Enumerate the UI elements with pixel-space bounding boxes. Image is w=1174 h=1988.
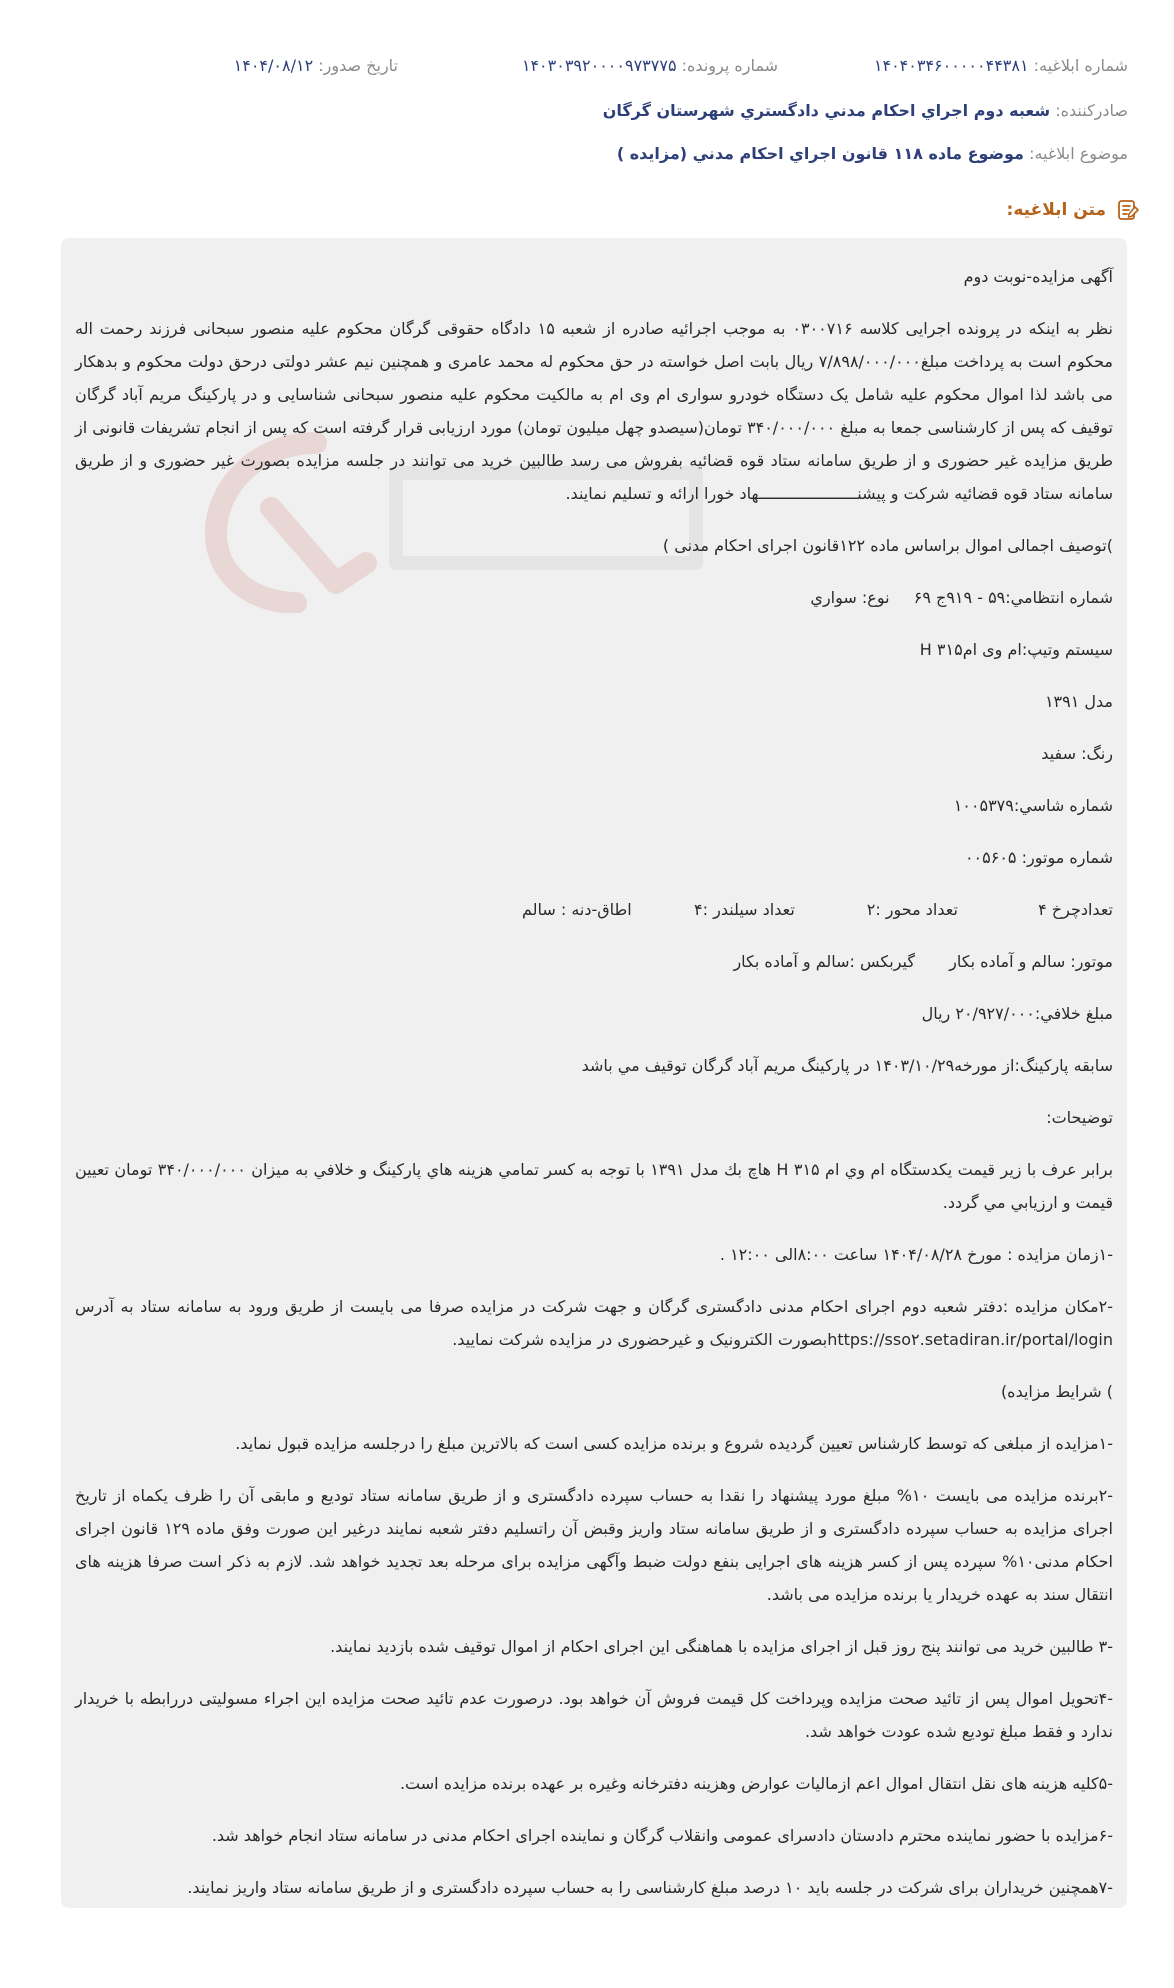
notice-content [75, 260, 1113, 1908]
document-pencil-icon [1116, 198, 1140, 222]
engine-status: موتور: سالم و آماده بكار [949, 952, 1113, 971]
issuer-label: صادركننده: [1055, 101, 1128, 120]
case-number-label: شماره پرونده: [681, 56, 778, 75]
plate-row [75, 581, 1113, 614]
issuer-row [46, 101, 1128, 120]
wheel-count: تعدادچرخ ۴ [1038, 900, 1113, 919]
cabin-status: اطاق-دنه : سالم [521, 900, 632, 919]
subject-value: موضوع ماده ۱۱۸ قانون اجراي احكام مدني (مزايده ) [616, 144, 1024, 163]
engine-number: شماره موتور: ۰۰۵۶۰۵ [964, 848, 1113, 867]
system-type: سيستم وتيپ:ام وی امH ۳۱۵ [919, 640, 1113, 659]
notice-body [61, 238, 1127, 1908]
issue-date-value: ۱۴۰۴/۰۸/۱۲ [233, 56, 314, 75]
specs-row [75, 893, 1113, 926]
issuer-value: شعبه دوم اجراي احكام مدني دادگستري شهرستان گرگان [602, 101, 1051, 120]
case-number [522, 56, 778, 75]
notes-text: برابر عرف با زير قيمت يكدستگاه ام وي ام ۳۱۵ H هاچ بك مدل ۱۳۹۱ با توجه به كسر تمامي هزينه هاي پاركينگ و خلافي به ميزان ۳۴۰/۰۰۰/۰۰۰ تومان تعيين قيمت و ارزيابي مي گردد. [75, 1160, 1114, 1212]
notice-text-heading [1007, 198, 1140, 222]
chassis-number: شماره شاسي:۱۰۰۵۳۷۹ [953, 796, 1113, 815]
condition-2: -۲برنده مزایده می بایست ۱۰% مبلغ مورد پیشنهاد را نقدا به حساب سپرده دادگستری و از طریق سامانه ستاد تودیع و مابقی آن را ظرف یکماه از تاریخ اجرای مزایده به حساب سپرده دادگستری و از طریق سامانه ستاد واریز وقبض آن راتسلیم دفتر شعبه نمایند درغیر این صورت وفق ماده ۱۲۹ قانون اجرای احکام مدنی۱۰% سپرده پس از کسر هزینه های اجرایی بنفع دولت ضبط وآگهی مزایده برای مرحله بعد تجدید خواهد شد. لازم به ذکر است صرفا هزینه های انتقال سند به عهده خریدار یا برنده مزایده می باشد. [75, 1486, 1114, 1604]
case-number-value: ۱۴۰۳۰۳۹۲۰۰۰۰۹۷۳۷۷۵ [521, 56, 677, 75]
auction-heading: آگهی مزایده-نوبت دوم [963, 267, 1113, 286]
condition-7: -۷همچنین خریداران برای شرکت در جلسه باید ۱۰ درصد مبلغ کارشناسی را به حساب سپرده دادگستری و از طریق سامانه ستاد واریز نمایند. [187, 1878, 1113, 1897]
fine-amount: مبلغ خلافي:۲۰/۹۲۷/۰۰۰ ريال [921, 1004, 1113, 1023]
description-title: )توصيف اجمالی اموال براساس ماده ۱۲۲قانون اجرای احکام مدنی ) [662, 536, 1113, 555]
condition-5: -۵کلیه هزینه های نقل انتقال اموال اعم ازمالیات عوارض وهزینه دفترخانه وغیره بر عهده برنده مزایده است. [399, 1774, 1113, 1793]
issue-date-label: تاريخ صدور: [318, 56, 398, 75]
engine-row [75, 945, 1113, 978]
notice-number-label: شماره ابلاغيه: [1033, 56, 1128, 75]
condition-3: -۳ طالبین خرید می توانند پنج روز قبل از اجرای مزایده با هماهنگی این اجرای احکام از اموال توقیف شده بازدید نمایند. [330, 1637, 1113, 1656]
model-year: مدل ۱۳۹۱ [1044, 692, 1113, 711]
condition-4: -۴تحویل اموال پس از تائید صحت مزایده وپرداخت کل قیمت فروش آن خواهد بود. درصورت عدم تائید صحت مزایده این اجراء مسولیتی دررابطه با خریدار ندارد و فقط مبلغ تودیع شده عودت خواهد شد. [75, 1689, 1113, 1741]
subject-row [46, 144, 1128, 163]
cylinder-count: تعداد سيلندر :۴ [694, 900, 795, 919]
intro-paragraph: نظر به اینکه در پرونده اجرایی کلاسه ۰۳۰۰۷۱۶ به موجب اجرائیه صادره از شعبه ۱۵ دادگاه حقوقی گرگان محکوم علیه منصور سبحانی فرزند رحمت اله محکوم است به پرداخت مبلغ۷/۸۹۸/۰۰۰/۰۰۰ ریال بابت اصل خواسته در حق محکوم له محمد عامری و همچنین نیم عشر دولتی درحق دولت محکوم و بدهکار می باشد لذا اموال محکوم علیه شامل یک دستگاه خودرو سواری ام وی ام به مالکیت محکوم علیه منصور سبحانی شناسایی و در پارکینگ مریم آباد گرگان توقیف که پس از کارشناسی جمعا به مبلغ ۳۴۰/۰۰۰/۰۰۰ تومان(سیصدو چهل میلیون تومان) مورد ارزیابی قرار گرفته است که پس از انجام تشریفات قانونی از طریق مزایده غیر حضوری و از طریق سامانه ستاد قوه قضائیه بفروش می رسد طالبین خرید می توانند در جلسه مزایده بصورت غیر حضوری و از طریق سامانه ستاد قوه قضائیه شرکت و پیشنـــــــــــــــــــــهاد خورا ارائه و تسلیم نمایند. [75, 319, 1114, 503]
issue-date [234, 56, 398, 75]
parking-history: سابقه پاركينگ:از مورخه۱۴۰۳/۱۰/۲۹ در پاركينگ مريم آباد گرگان توقيف مي باشد [581, 1056, 1113, 1075]
notice-text-title: متن ابلاغيه: [1006, 200, 1106, 220]
plate-number: شماره انتظامي:۵۹ - ۹۱۹ج ۶۹ [913, 588, 1113, 607]
notice-number-value: ۱۴۰۴۰۳۴۶۰۰۰۰۰۴۴۳۸۱ [873, 56, 1029, 75]
condition-6: -۶مزایده با حضور نماینده محترم دادستان دادسرای عمومی وانقلاب گرگان و نماینده اجرای احکام مدنی در سامانه ستاد انجام خواهد شد. [211, 1826, 1113, 1845]
vehicle-type: نوع: سواري [810, 588, 890, 607]
notice-number [874, 56, 1128, 75]
notes-title: توضيحات: [1046, 1108, 1113, 1127]
conditions-title: ) شرايط مزايده) [1000, 1382, 1113, 1401]
gearbox-status: گيربكس :سالم و آماده بكار [733, 952, 915, 971]
condition-1: -۱مزایده از مبلغی که توسط کارشناس تعیین گردیده شروع و برنده مزایده کسی است که بالاترین مبلغ را درجلسه مزایده قبول نماید. [235, 1434, 1113, 1453]
subject-label: موضوع ابلاغيه: [1029, 144, 1128, 163]
axle-count: تعداد محور :۲ [866, 900, 958, 919]
auction-time: -۱زمان مزايده : مورخ ۱۴۰۴/۰۸/۲۸ ساعت ۸:۰۰الی ۱۲:۰۰ . [719, 1245, 1113, 1264]
vehicle-color: رنگ: سفيد [1041, 744, 1113, 763]
auction-place: -۲مکان مزایده :دفتر شعبه دوم اجرای احکام مدنی دادگستری گرگان و جهت شرکت در مزایده صرفا می بایست از طریق ورود به سامانه ستاد به آدرس https://sso۲.setadiran.ir/portal/loginبصورت الکترونیک و غیرحضوری در مزایده شرکت نمایید. [75, 1297, 1113, 1349]
